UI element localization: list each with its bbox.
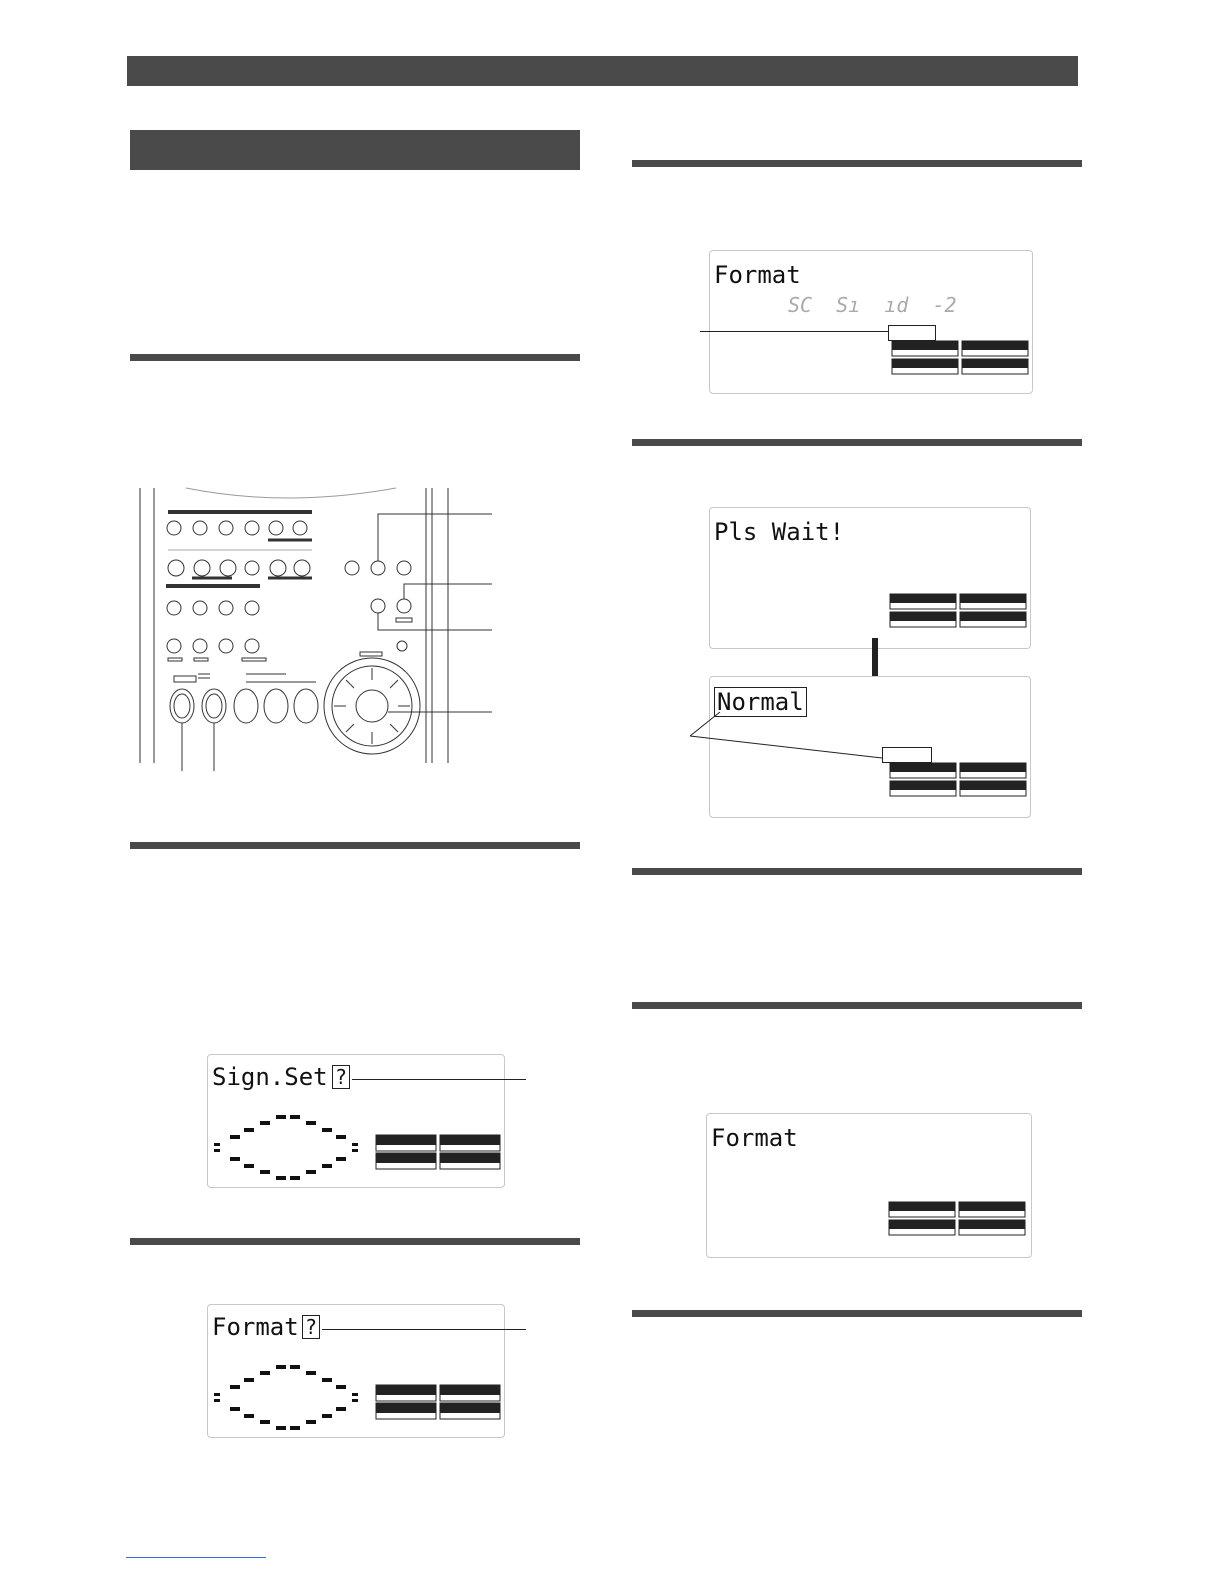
lcd-sign-set-text: Sign.Set [212, 1063, 328, 1091]
lcd-format-progress-text: Format [714, 261, 801, 289]
track-meter-blocks [889, 1202, 1025, 1236]
lcd-format-done [706, 1113, 1032, 1258]
callout-format-confirm [322, 1329, 526, 1330]
track-meter-blocks [376, 1135, 500, 1171]
lcd-format-confirm-cursor: ? [302, 1315, 320, 1339]
page-header-bar [127, 56, 1078, 86]
step-rule-1 [130, 354, 580, 361]
step-rule-2 [130, 842, 580, 849]
step-rule-8 [632, 1310, 1082, 1317]
lcd-format-confirm [207, 1304, 505, 1438]
callout-sign-set [352, 1079, 526, 1080]
step-rule-4 [632, 160, 1082, 167]
track-meter-blocks [890, 763, 1026, 797]
callout-format-progress [700, 331, 888, 332]
segment-diamond [214, 1113, 364, 1183]
lcd-format-progress-subtext: SC Sı ıd -2 [788, 293, 957, 317]
lcd-format-progress-indicator [888, 325, 936, 341]
callout-normal [688, 700, 898, 760]
step-rule-5 [632, 439, 1082, 446]
track-meter-blocks [890, 594, 1026, 628]
lcd-format-done-text: Format [711, 1124, 798, 1152]
lcd-sign-set [207, 1054, 505, 1188]
step-rule-7 [632, 1002, 1082, 1009]
section-title-block [130, 130, 580, 170]
lcd-format-progress [709, 250, 1033, 394]
footer-link-rule[interactable] [126, 1557, 266, 1558]
step-rule-3 [130, 1238, 580, 1245]
lcd-sign-set-cursor: ? [332, 1065, 350, 1089]
track-meter-blocks [892, 341, 1028, 375]
lcd-format-confirm-text: Format [212, 1313, 299, 1341]
track-meter-blocks [376, 1385, 500, 1421]
segment-diamond [214, 1363, 364, 1433]
lcd-pls-wait [709, 507, 1031, 649]
device-panel-illustration [136, 478, 506, 773]
step-rule-6 [632, 868, 1082, 875]
lcd-normal-text: Normal [714, 687, 807, 717]
lcd-pls-wait-text: Pls Wait! [714, 518, 845, 546]
